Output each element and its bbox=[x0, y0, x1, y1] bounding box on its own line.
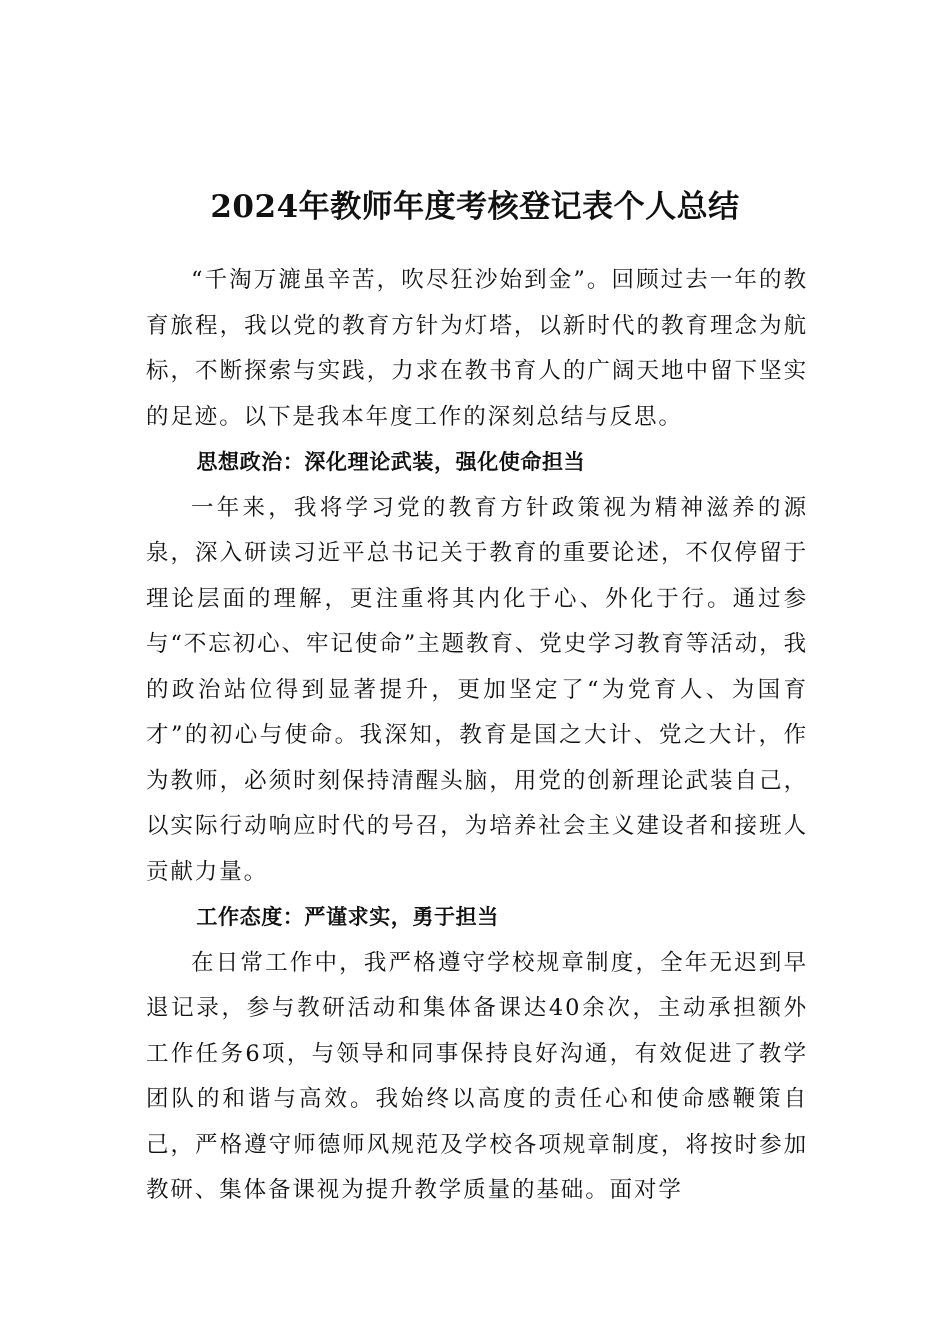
intro-paragraph: “千淘万漉虽辛苦，吹尽狂沙始到金”。回顾过去一年的教育旅程，我以党的教育方针为灯塔，以新时代的教育理念为航标，不断探索与实践，力求在教书育人的广阔天地中留下坚实的足迹。以下是我本年度工作的深刻总结与反思。 bbox=[146, 267, 808, 430]
section-body-work-attitude: 在日常工作中，我严格遵守学校规章制度，全年无迟到早退记录，参与教研活动和集体备课达40余次，主动承担额外工作任务6项，与领导和同事保持良好沟通，有效促进了教学团队的和谐与高效。我始终以高度的责任心和使命感鞭策自己，严格遵守师德师风规范及学校各项规章制度，将按时参加教研、集体备课视为提升教学质量的基础。面对学 bbox=[146, 949, 808, 1203]
section-body-political: 一年来，我将学习党的教育方针政策视为精神滋养的源泉，深入研读习近平总书记关于教育的重要论述，不仅停留于理论层面的理解，更注重将其内化于心、外化于行。通过参与“不忘初心、牢记使命”主题教育、党史学习教育等活动，我的政治站位得到显著提升，更加坚定了“为党育人、为国育才”的初心与使命。我深知，教育是国之大计、党之大计，作为教师，必须时刻保持清醒头脑，用党的创新理论武装自己，以实际行动响应时代的号召，为培养社会主义建设者和接班人贡献力量。 bbox=[146, 494, 808, 885]
section-heading-political: 思想政治：深化理论武装，强化使命担当 bbox=[196, 450, 586, 474]
document-title: 2024年教师年度考核登记表个人总结 bbox=[210, 188, 740, 225]
document-body bbox=[146, 258, 808, 1214]
section-heading-work-attitude: 工作态度：严谨求实，勇于担当 bbox=[196, 905, 499, 929]
